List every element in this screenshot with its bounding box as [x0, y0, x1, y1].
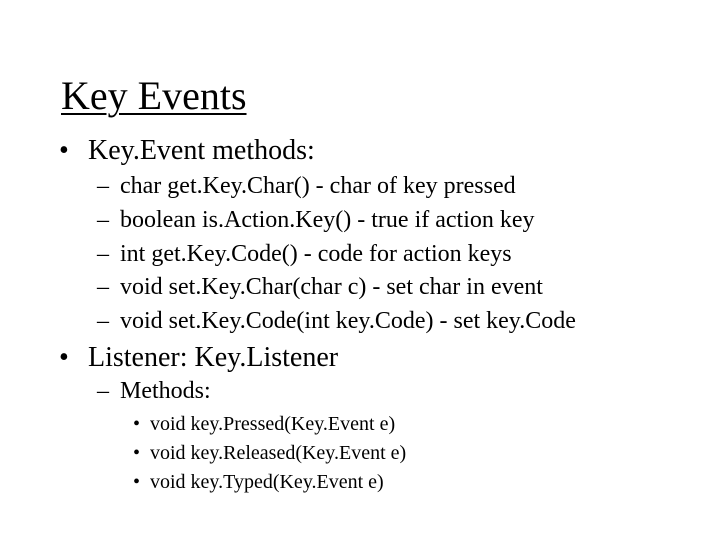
- sub-sub-bullet-text: void key.Released(Key.Event e): [150, 442, 407, 464]
- bullet-marker: •: [59, 135, 69, 166]
- sub-bullet-text: Methods:: [120, 378, 211, 404]
- dash-marker: –: [97, 308, 109, 334]
- sub-sub-bullet-keypressed: [133, 412, 395, 436]
- sub-sub-bullet-keytyped: [133, 470, 384, 494]
- bullet-marker: •: [133, 413, 141, 435]
- sub-sub-bullet-text: void key.Pressed(Key.Event e): [150, 413, 396, 435]
- sub-sub-bullet-keyreleased: [133, 441, 406, 465]
- sub-bullet-getkeychar: [97, 172, 516, 200]
- sub-sub-bullet-text: void key.Typed(Key.Event e): [150, 471, 384, 493]
- bullet-listener: [59, 342, 338, 374]
- sub-bullet-text: char get.Key.Char() - char of key pressed: [120, 173, 516, 199]
- sub-bullet-setkeycode: [97, 307, 576, 335]
- bullet-marker: •: [59, 342, 69, 373]
- sub-bullet-getkeycode: [97, 240, 512, 268]
- sub-bullet-text: boolean is.Action.Key() - true if action key: [120, 207, 535, 233]
- sub-bullet-setkeychar: [97, 273, 543, 301]
- bullet-marker: •: [133, 442, 141, 464]
- sub-bullet-isactionkey: [97, 206, 535, 234]
- dash-marker: –: [97, 378, 109, 404]
- slide-title: Key Events: [61, 73, 247, 118]
- bullet-text: Listener: Key.Listener: [88, 342, 339, 373]
- bullet-marker: •: [133, 471, 141, 493]
- bullet-text: Key.Event methods:: [88, 135, 315, 166]
- sub-bullet-text: void set.Key.Char(char c) - set char in event: [120, 274, 543, 300]
- sub-bullet-text: void set.Key.Code(int key.Code) - set key.Code: [120, 308, 576, 334]
- sub-bullet-methods: [97, 377, 211, 405]
- dash-marker: –: [97, 173, 109, 199]
- dash-marker: –: [97, 241, 109, 267]
- bullet-keyevent-methods: [59, 135, 315, 167]
- sub-bullet-text: int get.Key.Code() - code for action keys: [120, 241, 512, 267]
- dash-marker: –: [97, 274, 109, 300]
- dash-marker: –: [97, 207, 109, 233]
